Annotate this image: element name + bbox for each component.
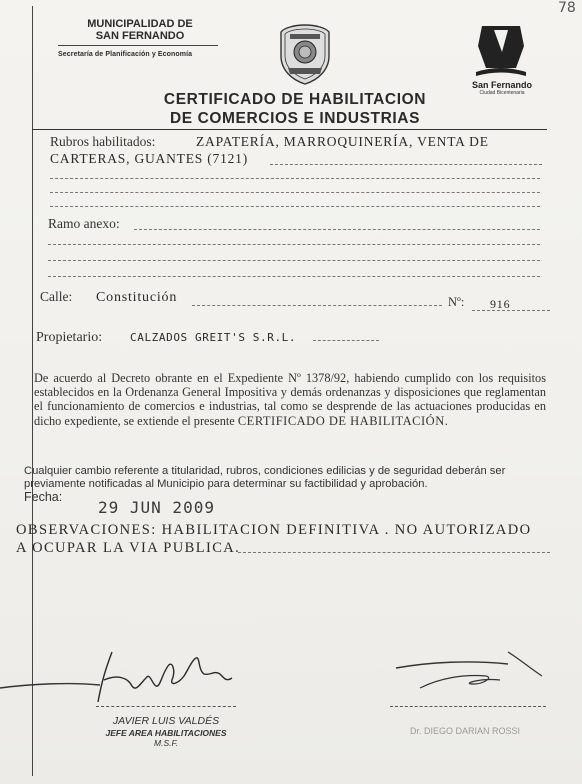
ramo-fill-line: [134, 229, 540, 230]
municipality-name: [62, 18, 218, 42]
title-rule: [32, 129, 547, 130]
secretaria-label: Secretaría de Planificación y Economía: [58, 51, 193, 58]
left-signature-line: [96, 706, 236, 707]
corner-handwritten-number: 78: [558, 0, 576, 16]
left-signature-scribble: [0, 640, 240, 710]
right-signer-stamp: Dr. DIEGO DARIAN ROSSI: [409, 726, 521, 736]
title-line1: CERTIFICADO DE HABILITACION: [163, 91, 427, 108]
rubros-blank-line-3: [50, 206, 540, 207]
calle-label: Calle:: [40, 289, 73, 304]
legal-paragraph-text: De acuerdo al Decreto obrante en el Expediente Nº 1378/92, habiendo cumplido con los requisitos establecidos en la Ordenanza General Impositiva y demás ordenanzas y disposiciones que reglamentan el funcionamiento de comercios e industrias, tal como se desprende de las actuaciones producidas en dicho expediente, se extiende el presente: [34, 371, 546, 428]
propietario-label: Propietario:: [36, 330, 103, 345]
left-signer-title: JEFE AREA HABILITACIONES: [105, 728, 227, 738]
numero-value: 916: [490, 297, 511, 311]
right-signature-line: [390, 706, 546, 707]
left-signer-org: M.S.F.: [154, 738, 178, 748]
propietario-value: CALZADOS GREIT'S S.R.L.: [130, 331, 297, 344]
notice-paragraph: Cualquier cambio referente a titularidad, rubros, condiciones edilicias y de seguridad deberán ser previamente notificadas al Municipio para determinar su factibilidad y aprobación.: [24, 465, 506, 490]
observations-fill-line: [238, 552, 550, 553]
header-rule: [58, 45, 218, 46]
logo-subtitle: Ciudad Bicentenaria: [479, 90, 525, 96]
legal-paragraph: [34, 371, 546, 428]
title-line2: DE COMERCIOS E INDUSTRIAS: [169, 110, 421, 127]
numero-label: Nº:: [448, 295, 465, 309]
observations-line2: A OCUPAR LA VIA PUBLICA.: [16, 540, 241, 556]
municipality-line2: SAN FERNANDO: [95, 30, 185, 42]
right-signature-scribble: [390, 650, 550, 700]
certificate-phrase: CERTIFICADO DE HABILITACIÓN.: [237, 413, 449, 428]
left-signer-name: JAVIER LUIS VALDÉS: [112, 715, 220, 727]
propietario-fill-line: [313, 340, 379, 341]
rubros-blank-line-1: [50, 178, 540, 179]
rubros-fill-line: [270, 164, 542, 165]
fecha-label: Fecha:: [24, 490, 63, 504]
calle-value: Constitución: [96, 290, 178, 305]
ramo-blank-line-2: [48, 260, 540, 261]
rubros-blank-line-2: [50, 192, 540, 193]
ramo-blank-line-1: [48, 244, 540, 245]
municipal-seal-icon: [276, 22, 334, 86]
logo-name: San Fernando: [471, 80, 532, 90]
ramo-label: Ramo anexo:: [48, 216, 120, 231]
certificate-title: [140, 90, 450, 128]
numero-fill-line: [472, 310, 550, 311]
rubros-label: Rubros habilitados:: [50, 134, 156, 149]
municipality-line1: MUNICIPALIDAD DE: [87, 18, 193, 30]
fecha-stamp: 29 JUN 2009: [98, 498, 215, 517]
rubros-value-line2: CARTERAS, GUANTES (7121): [50, 151, 249, 166]
calle-fill-line: [192, 305, 442, 306]
observations-line1: OBSERVACIONES: HABILITACION DEFINITIVA . NO AUTORIZADO: [16, 522, 532, 538]
ramo-blank-line-3: [48, 276, 540, 277]
rubros-value-line1: ZAPATERÍA, MARROQUINERÍA, VENTA DE: [196, 134, 489, 149]
